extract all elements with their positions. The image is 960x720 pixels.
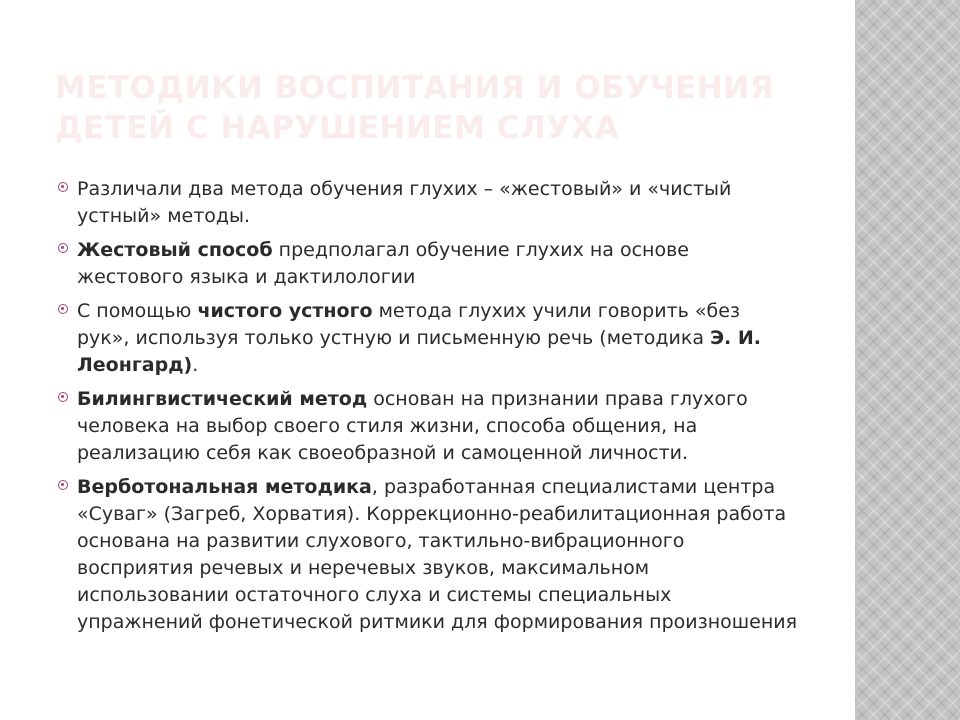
ring-bullet-icon (58, 243, 68, 253)
ring-bullet-icon (58, 392, 68, 402)
bullet-text: основан на признании права глухого человека на выбор своего стиля жизни, способа общения, на реализацию себя как своеобразной и самоценной личности. (77, 388, 748, 464)
bullet-term: чистого устного (197, 300, 373, 322)
bullet-term: Билингвистический метод (77, 388, 368, 410)
bullet-author: Э. И. Леонгард) (77, 327, 761, 376)
bullet-text: , разработанная специалистами центра «Суваг» (Загреб, Хорватия). Коррекционно-реабилитационная работа основана на развитии слухового, тактильно-вибрационного восприятия речевых и неречевых звуков, максимальном использовании остаточного слуха и системы специальных упражнений фонетической ритмики для формирования произношения (77, 476, 798, 633)
bullet-item-oral-method (58, 298, 798, 379)
slide-title (55, 68, 835, 148)
bullet-text: Различали два метода обучения глухих – «жестовый» и «чистый устный» методы. (77, 178, 732, 227)
bullet-item-verbotonal-method (58, 474, 798, 636)
ring-bullet-icon (58, 182, 68, 192)
bullet-term: Жестовый способ (77, 239, 273, 261)
bullet-item-two-methods (58, 176, 798, 230)
bullet-text: метода глухих учили говорить «без рук», используя только устную и письменную речь (методика (77, 300, 741, 349)
bullet-text: . (192, 354, 199, 376)
bullet-item-gestural-method (58, 237, 798, 291)
ring-bullet-icon (58, 480, 68, 490)
title-line-2: ДЕТЕЙ С НАРУШЕНИЕМ СЛУХА (55, 110, 620, 146)
bullet-text: предполагал обучение глухих на основе жестового языка и дактилологии (77, 239, 689, 288)
title-line-1: МЕТОДИКИ ВОСПИТАНИЯ И ОБУЧЕНИЯ (55, 70, 775, 106)
bullet-text: С помощью (77, 300, 198, 322)
ring-bullet-icon (58, 304, 68, 314)
bullet-list (58, 176, 798, 643)
decorative-side-strip (855, 0, 960, 720)
bullet-term: Верботональная методика (77, 476, 372, 498)
bullet-item-bilingual-method (58, 386, 798, 467)
